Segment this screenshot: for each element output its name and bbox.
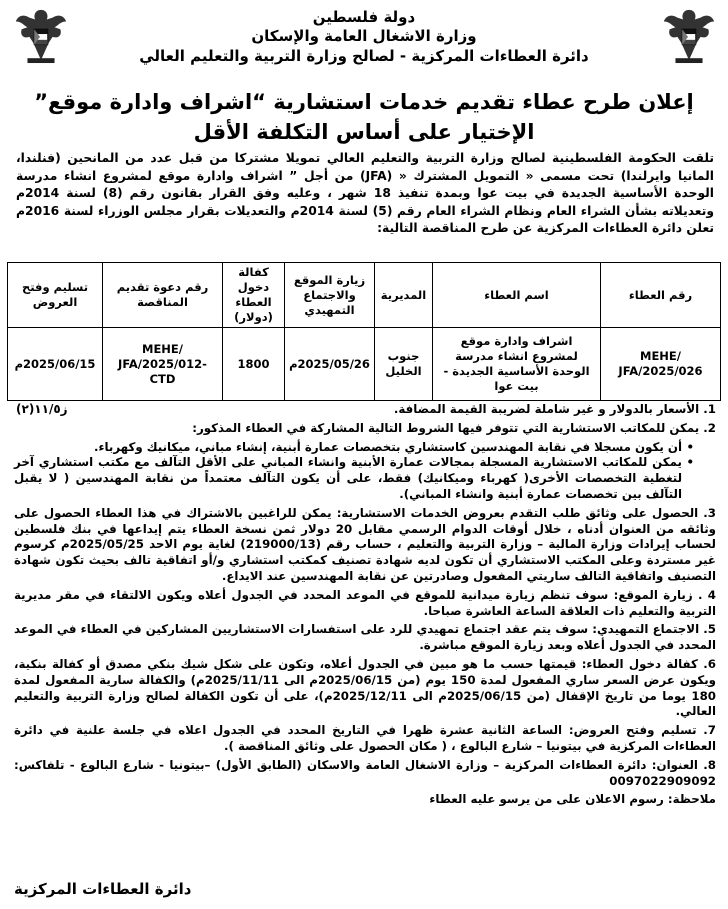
col-header-site-visit: زيارة الموقع والاجتماع التمهيدي — [285, 263, 375, 328]
item-2-sublist — [14, 440, 694, 503]
announcement-title: إعلان طرح عطاء تقديم خدمات استشارية “اشراف وادارة موقع” — [34, 90, 694, 114]
table-header-row — [8, 263, 721, 328]
cell-tender-name: اشراف وادارة موقع لمشروع انشاء مدرسة الوحدة الأساسية الجديدة - بيت عوا — [433, 328, 601, 401]
item-4: 4 . زيارة الموقع: سوف تنظم زيارة ميدانية للموقع في الموعد المحدد في الجدول أعلاه ويكون الالتقاء في مقر مديرية التربية والتعليم ذات العلاقة الساعة العاشرة صباحا. — [14, 587, 716, 618]
header-ministry: وزارة الاشغال العامة والإسكان — [251, 27, 477, 45]
cell-directorate: جنوب الخليل — [375, 328, 433, 401]
palestine-emblem-icon — [12, 4, 70, 66]
reference-code: ز١١/٥(٢) — [16, 402, 68, 416]
item-8: 8. العنوان: دائرة العطاءات المركزية – وزارة الاشغال العامة والاسكان (الطابق الأول) –بيتونيا - شارع البالوع - تلفاكس: 0097022909092 — [14, 757, 716, 788]
conditions-list — [14, 402, 716, 811]
item-3: 3. الحصول على وثائق طلب التقدم بعروض الخدمات الاستشارية: يمكن للراغبين بالاشتراك في هذا العطاء الحصول على وثائقه من العنوان أدناه ، خلال أوقات الدوام الرسمي مقابل 20 دولار ثمن نسخة العطاء يتم إيداعها في بنك فلسطين لحساب إيرادات وزارة المالية – وزارة التربية والتعليم ، حساب رقم (219000/13) لغاية يوم الاحد 2025/05/25م كرسوم غير مستردة وعلى المكتب الاستشاري أن تكون لديه شهادة تصنيف كمكتب استشاري و/أو اتفاقية تالف بحيث تكون شهادة التصنيف واتفاقية التالف ساريتي المفعول وصادرتين عن نقابة المهندسين عند الايداع. — [14, 505, 716, 583]
cell-submission: 2025/06/15م — [8, 328, 103, 401]
intro-paragraph: تلقت الحكومة الفلسطينية لصالح وزارة التربية والتعليم العالي تمويلا مشتركا من قبل عدد من المانحين (فنلندا، المانيا وايرلندا) تحت مسمى « التمويل المشترك « (JFA) من أجل ” اشراف وادارة موقع لمشروع انشاء مدرسة الوحدة الأساسية الجديدة في بيت عوا وبمدة تنفيذ 18 شهر ، وعليه وفق القرار بقانون رقم (8) لسنة 2014م وتعديلاته بشأن الشراء العام ونظام الشراء العام رقم (5) لسنة 2014م والتعديلات بقرار مجلس الوزراء لسنة 2016م تعلن دائرة العطاءات المركزية عن طرح المناقصة التالية: — [16, 151, 715, 235]
item-7: 7. تسليم وفتح العروض: الساعة الثانية عشرة ظهرا في التاريخ المحدد في الجدول اعلاه في جلسة علنية في دائرة العطاءات المركزية في بيتونيا – شارع البالوع ، ( مكان الحصول على وثائق المناقصة ). — [14, 723, 716, 753]
cell-invitation-no: MEHE/ JFA/2025/012-CTD — [103, 328, 223, 401]
col-header-submission: تسليم وفتح العروض — [8, 263, 103, 328]
tender-table — [7, 262, 721, 401]
cell-site-visit: 2025/05/26م — [285, 328, 375, 401]
signature: دائرة العطاءات المركزية — [14, 880, 192, 898]
cell-bond: 1800 — [223, 328, 285, 401]
announcement-subtitle: الإختيار على أساس التكلفة الأقل — [193, 120, 535, 144]
note: ملاحظة: رسوم الاعلان على من يرسو عليه العطاء — [429, 792, 716, 807]
item-2a: • أن يكون مسجلا في نقابة المهندسين كاستشاري بتخصصات عمارة أبنية، إنشاء مباني، ميكانيك وكهرباء. — [14, 440, 694, 456]
col-header-directorate: المديرية — [375, 263, 433, 328]
table-row — [8, 328, 721, 401]
col-header-bond: كفالة دخول العطاء (دولار) — [223, 263, 285, 328]
item-2b: • يمكن للمكاتب الاستشارية المسجلة بمجالات عمارة الأبنية وانشاء المباني على الأقل التآلف مع مكتب استشاري آخر لتغطية التخصصات الأخرى( كهرباء وميكانيك) فقط، على أن يكون التآلف معتمداً من نقابة المهندسين ( لا يقبل التآلف بين تخصصات عمارة أبنية وانشاء المباني). — [14, 455, 694, 502]
item-2: 2. يمكن للمكاتب الاستشارية التي تتوفر فيها الشروط التالية المشاركة في العطاء المذكور: — [192, 420, 716, 435]
col-header-tender-no: رقم العطاء — [601, 263, 721, 328]
col-header-tender-name: اسم العطاء — [433, 263, 601, 328]
header-state: دولة فلسطين — [312, 8, 416, 26]
cell-tender-no: MEHE/ JFA/2025/026 — [601, 328, 721, 401]
item-5: 5. الاجتماع التمهيدي: سوف يتم عقد اجتماع تمهيدي للرد على استفسارات الاستشاريين المشاركين في العطاء في الموعد المحدد في الجدول أعلاه وبعد زيارة الموقع مباشرة. — [14, 622, 716, 653]
item-6: 6. كفالة دخول العطاء: قيمتها حسب ما هو مبين في الجدول أعلاه، وتكون على شكل شيك بنكي مصدق أو كفالة بنكية، ويكون عرض السعر ساري المفعول لمدة 150 يوم (من 2025/06/15م الى 2025/11/11م) والكفالة سارية المفعول لمدة 180 يوما من تاريخ الإقفال (من 2025/06/15م الى 2025/12/11م)، على أن تكون الكفالة لصالح وزارة التربية والتعليم العالي. — [14, 656, 716, 719]
col-header-invitation-no: رقم دعوة تقديم المناقصة — [103, 263, 223, 328]
header-department: دائرة العطاءات المركزية - لصالح وزارة التربية والتعليم العالي — [139, 47, 589, 65]
item-1: 1. الأسعار بالدولار و غير شاملة لضريبة القيمة المضافة. — [393, 402, 716, 416]
palestine-emblem-icon — [660, 4, 718, 66]
